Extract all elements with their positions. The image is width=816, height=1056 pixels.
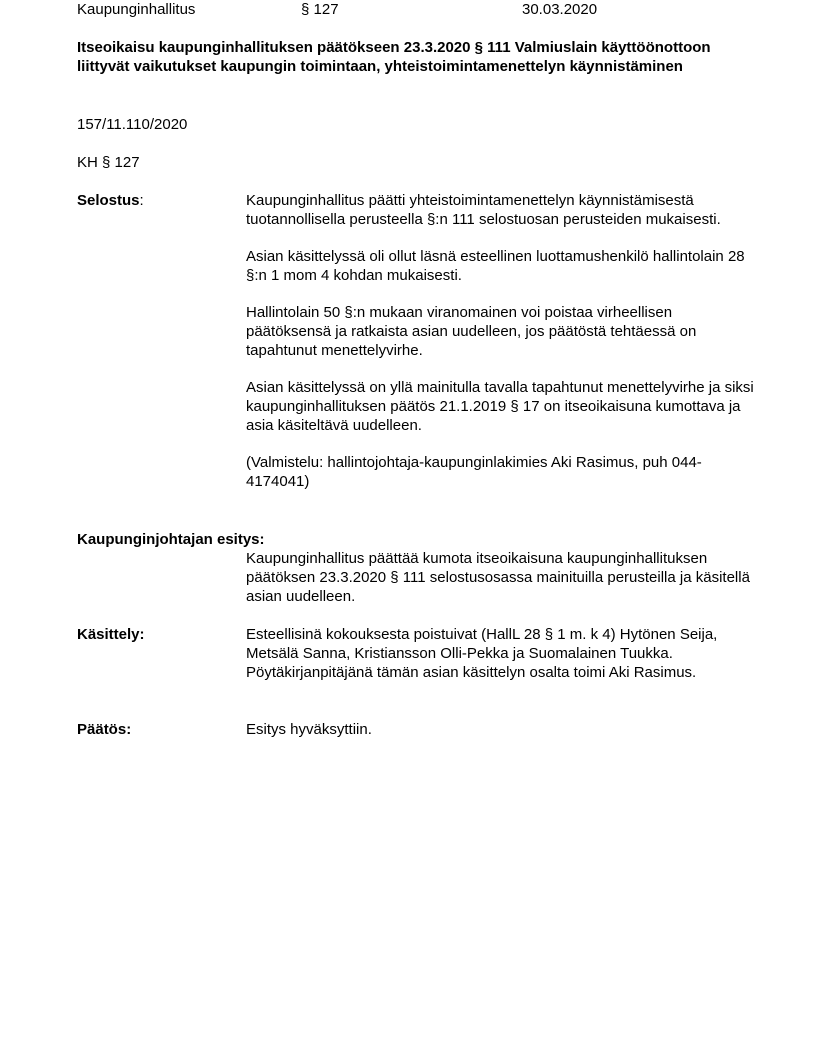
kasittely-line: Pöytäkirjanpitäjänä tämän asian käsittelyn osalta toimi Aki Rasimus. bbox=[246, 664, 697, 681]
reference-number: 157/11.110/2020 bbox=[77, 116, 188, 133]
selostus-paragraph: Kaupunginhallitus päätti yhteistoimintamenettelyn käynnistämisestä tuotannollisella perusteella §:n 111 selostuosan perusteiden mukaisesti. bbox=[246, 192, 721, 228]
document-title: Itseoikaisu kaupunginhallituksen päätökseen 23.3.2020 § 111 Valmiuslain käyttöönottoon liittyvät vaikutukset kaupungin toimintaan, yhteistoimintamenettelyn käynnistäminen bbox=[77, 39, 711, 75]
selostus-paragraph: Asian käsittelyssä oli ollut läsnä esteellinen luottamushenkilö hallintolain 28 §:n 1 mom 4 kohdan mukaisesti. bbox=[246, 248, 745, 284]
header-date: 30.03.2020 bbox=[522, 1, 598, 18]
selostus-paragraph: Asian käsittelyssä on yllä mainitulla tavalla tapahtunut menettelyvirhe ja siksi kaupunginhallituksen päätös 21.1.2019 § 17 on itseoikaisuna kumottava ja asia käsiteltävä uudelleen. bbox=[246, 379, 754, 434]
kh-section: KH § 127 bbox=[77, 154, 140, 171]
selostus-content bbox=[246, 191, 756, 491]
paatos-label: Päätös: bbox=[77, 721, 132, 738]
esitys-content: Kaupunginhallitus päättää kumota itseoikaisuna kaupunginhallituksen päätöksen 23.3.2020 § 111 selostusosassa mainituilla perusteilla ja käsitellä asian uudelleen. bbox=[246, 550, 750, 605]
kasittely-line: Esteellisinä kokouksesta poistuivat (HallL 28 § 1 m. k 4) Hytönen Seija, Metsälä Sanna, Kristiansson Olli-Pekka ja Suomalainen Tuukka. bbox=[246, 626, 718, 662]
header-organization: Kaupunginhallitus bbox=[77, 1, 196, 18]
document-header bbox=[0, 0, 816, 20]
selostus-paragraph: Hallintolain 50 §:n mukaan viranomainen voi poistaa virheellisen päätöksensä ja ratkaista asian uudelleen, jos päätöstä tehtäessä on tapahtunut menettelyvirhe. bbox=[246, 304, 697, 359]
selostus-label-text: Selostus bbox=[77, 192, 140, 209]
esitys-label: Kaupunginjohtajan esitys: bbox=[77, 531, 265, 548]
selostus-paragraph: (Valmistelu: hallintojohtaja-kaupunginlakimies Aki Rasimus, puh 044-4174041) bbox=[246, 454, 702, 490]
kasittely-content bbox=[246, 625, 756, 682]
header-section-number: § 127 bbox=[301, 1, 339, 18]
paatos-content: Esitys hyväksyttiin. bbox=[246, 721, 372, 738]
selostus-label-suffix: : bbox=[139, 192, 144, 209]
kasittely-label: Käsittely: bbox=[77, 626, 145, 643]
selostus-label bbox=[77, 191, 144, 210]
